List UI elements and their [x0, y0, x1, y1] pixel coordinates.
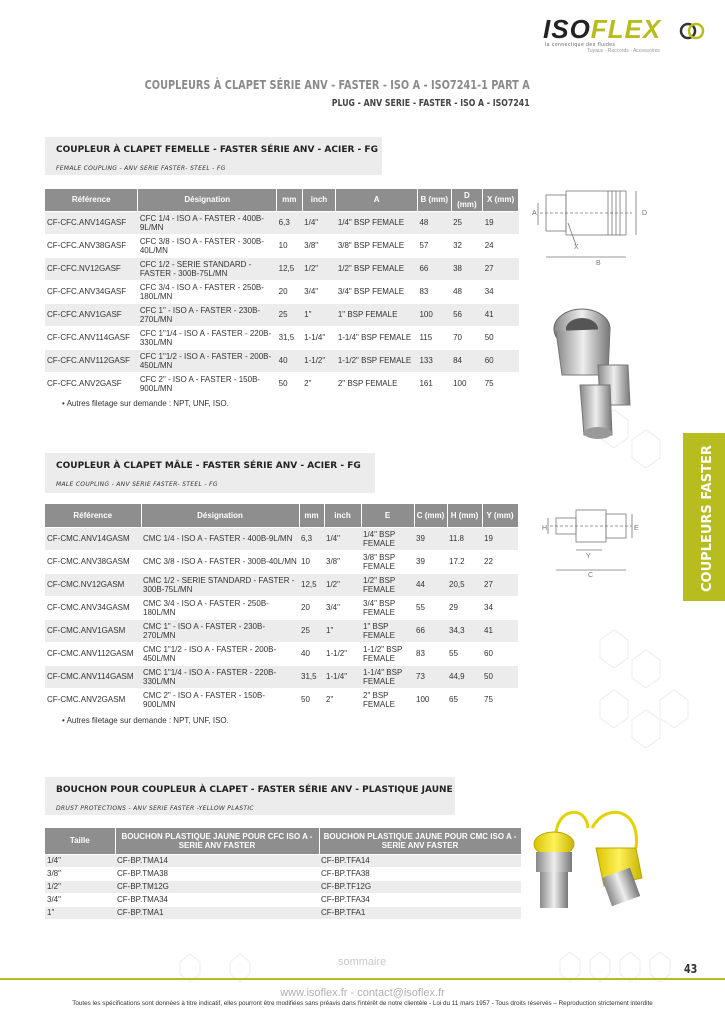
cell-inch: 1-1/4" [302, 326, 336, 349]
cell-b: 57 [417, 234, 451, 257]
cell-d: 70 [451, 326, 483, 349]
table-row [45, 880, 521, 893]
cell-x: 75 [483, 372, 519, 395]
cell-d: 84 [451, 349, 483, 372]
dust-cap-table [45, 828, 522, 919]
cell-reference: CF-CMC.ANV112GASM [45, 642, 141, 665]
cell-reference: CF-CMC.ANV34GASM [45, 596, 141, 619]
cell-c: 39 [414, 527, 447, 550]
logo-wordmark [543, 16, 661, 42]
col-designation: Désignation [141, 504, 299, 527]
table-row [45, 642, 518, 665]
cell-cfc-cap: CF-BP.TMA1 [115, 906, 319, 919]
cell-c: 39 [414, 550, 447, 573]
cell-b: 100 [417, 303, 451, 326]
cell-a: 3/8" BSP FEMALE [336, 234, 418, 257]
female-coupling-table [45, 189, 519, 395]
sommaire-link[interactable]: sommaire [338, 956, 387, 968]
col-mm: mm [277, 189, 303, 211]
cell-mm: 25 [299, 619, 324, 642]
col-inch: inch [324, 504, 361, 527]
cell-reference: CF-CFC.ANV38GASF [45, 234, 138, 257]
col-designation: Désignation [138, 189, 277, 211]
cell-h: 34,3 [447, 619, 482, 642]
cell-designation: CMC 1/4 - ISO A - FASTER - 400B-9L/MN [141, 527, 299, 550]
cell-a: 1/4" BSP FEMALE [336, 211, 418, 234]
cell-reference: CF-CMC.ANV2GASM [45, 688, 141, 711]
cell-d: 32 [451, 234, 483, 257]
cell-inch: 1-1/4" [324, 665, 361, 688]
cell-inch: 2" [324, 688, 361, 711]
cell-inch: 3/8" [302, 234, 336, 257]
male-coupler-drawing-icon [540, 500, 640, 578]
cell-cmc-cap: CF-BP.TFA14 [319, 854, 521, 867]
cell-d: 48 [451, 280, 483, 303]
table-row [45, 688, 518, 711]
cell-designation: CFC 1"1/4 - ISO A - FASTER - 220B-330L/MN [138, 326, 277, 349]
cell-mm: 6,3 [299, 527, 324, 550]
col-x: X (mm) [483, 189, 519, 211]
col-mm: mm [299, 504, 324, 527]
cell-x: 24 [483, 234, 519, 257]
section-subtitle: DRUST PROTECTIONS - ANV SERIE FASTER -YELLOW PLASTIC [56, 805, 254, 812]
cell-cmc-cap: CF-BP.TFA34 [319, 893, 521, 906]
cell-b: 66 [417, 257, 451, 280]
cell-c: 66 [414, 619, 447, 642]
table-row [45, 257, 519, 280]
cell-y: 27 [482, 573, 518, 596]
cell-designation: CMC 1" - ISO A - FASTER - 230B-270L/MN [141, 619, 299, 642]
cell-designation: CMC 1"1/4 - ISO A - FASTER - 220B-330L/MN [141, 665, 299, 688]
cell-b: 161 [417, 372, 451, 395]
svg-text:B: B [596, 260, 601, 265]
cell-b: 83 [417, 280, 451, 303]
cell-x: 60 [483, 349, 519, 372]
col-h: H (mm) [447, 504, 482, 527]
cell-y: 50 [482, 665, 518, 688]
table-row [45, 372, 519, 395]
section-title: COUPLEUR À CLAPET FEMELLE - FASTER SÉRIE ANV - ACIER - FG [56, 145, 378, 155]
cell-h: 11.8 [447, 527, 482, 550]
cell-cfc-cap: CF-BP.TMA14 [115, 854, 319, 867]
table-row [45, 527, 518, 550]
cell-h: 20,5 [447, 573, 482, 596]
cell-designation: CFC 1"1/2 - ISO A - FASTER - 200B-450L/MN [138, 349, 277, 372]
section-subtitle: MALE COUPLING - ANV SERIE FASTER- STEEL - FG [56, 481, 218, 488]
cell-cfc-cap: CF-BP.TMA38 [115, 867, 319, 880]
female-coupler-photo-icon [550, 305, 635, 440]
website-contact[interactable]: www.isoflex.fr - contact@isoflex.fr [280, 987, 445, 999]
table-row [45, 234, 519, 257]
cell-designation: CMC 3/8 - ISO A - FASTER - 300B-40L/MN [141, 550, 299, 573]
cell-y: 60 [482, 642, 518, 665]
cell-c: 100 [414, 688, 447, 711]
yellow-dust-cap-photo-icon [526, 808, 656, 918]
thread-note: • Autres filetage sur demande : NPT, UNF, ISO. [62, 399, 229, 408]
cell-reference: CF-CMC.ANV14GASM [45, 527, 141, 550]
cell-designation: CFC 3/8 - ISO A - FASTER - 300B-40L/MN [138, 234, 277, 257]
cell-d: 100 [451, 372, 483, 395]
cell-reference: CF-CFC.ANV14GASF [45, 211, 138, 234]
cell-designation: CMC 1"1/2 - ISO A - FASTER - 200B-450L/MN [141, 642, 299, 665]
cell-inch: 1" [324, 619, 361, 642]
cell-c: 73 [414, 665, 447, 688]
cell-y: 41 [482, 619, 518, 642]
table-row [45, 906, 521, 919]
cell-reference: CF-CMC.NV12GASM [45, 573, 141, 596]
cell-x: 50 [483, 326, 519, 349]
cell-taille: 3/4" [45, 893, 115, 906]
cell-d: 25 [451, 211, 483, 234]
table-row [45, 893, 521, 906]
cell-b: 48 [417, 211, 451, 234]
cell-b: 115 [417, 326, 451, 349]
svg-text:Y: Y [586, 553, 591, 560]
col-cfc-cap: BOUCHON PLASTIQUE JAUNE POUR CFC ISO A - SERIE ANV FASTER [115, 828, 319, 854]
page-number: 43 [684, 962, 698, 976]
col-taille: Taille [45, 828, 115, 854]
cell-mm: 40 [299, 642, 324, 665]
cell-mm: 20 [299, 596, 324, 619]
col-b: B (mm) [417, 189, 451, 211]
footer-divider [0, 978, 725, 980]
cell-reference: CF-CMC.ANV114GASM [45, 665, 141, 688]
cell-x: 27 [483, 257, 519, 280]
cell-reference: CF-CFC.ANV114GASF [45, 326, 138, 349]
cell-reference: CF-CMC.ANV38GASM [45, 550, 141, 573]
col-inch: inch [302, 189, 336, 211]
cell-inch: 1/4" [324, 527, 361, 550]
cell-h: 17.2 [447, 550, 482, 573]
cell-designation: CMC 1/2 - SERIE STANDARD - FASTER - 300B-75L/MN [141, 573, 299, 596]
cell-d: 56 [451, 303, 483, 326]
cell-a: 1-1/2" BSP FEMALE [336, 349, 418, 372]
cell-y: 34 [482, 596, 518, 619]
cell-y: 22 [482, 550, 518, 573]
cell-e: 1-1/2" BSP FEMALE [361, 642, 414, 665]
svg-text:A: A [532, 210, 537, 217]
cell-x: 34 [483, 280, 519, 303]
female-coupler-drawing-icon [532, 185, 657, 265]
cell-designation: CFC 3/4 - ISO A - FASTER - 250B-180L/MN [138, 280, 277, 303]
table-row [45, 619, 518, 642]
logo-tagline: la connectique des fluides [545, 42, 616, 48]
cell-x: 41 [483, 303, 519, 326]
cell-a: 1" BSP FEMALE [336, 303, 418, 326]
table-row [45, 326, 519, 349]
cell-e: 2" BSP FEMALE [361, 688, 414, 711]
logo-part2: FLEX [590, 14, 662, 44]
cell-mm: 20 [277, 280, 303, 303]
cell-a: 2" BSP FEMALE [336, 372, 418, 395]
svg-text:X: X [574, 244, 579, 251]
col-reference: Référence [45, 189, 138, 211]
cell-y: 75 [482, 688, 518, 711]
cell-cmc-cap: CF-BP.TFA1 [319, 906, 521, 919]
cell-designation: CFC 2" - ISO A - FASTER - 150B-900L/MN [138, 372, 277, 395]
cell-cfc-cap: CF-BP.TM12G [115, 880, 319, 893]
cell-reference: CF-CFC.ANV1GASF [45, 303, 138, 326]
cell-mm: 50 [277, 372, 303, 395]
cell-taille: 1/4" [45, 854, 115, 867]
cell-e: 3/8" BSP FEMALE [361, 550, 414, 573]
cell-taille: 3/8" [45, 867, 115, 880]
table-row [45, 867, 521, 880]
cell-h: 65 [447, 688, 482, 711]
logo-tagline2: Tuyaux - Raccords - Accessoires [587, 48, 660, 54]
cell-reference: CF-CFC.ANV2GASF [45, 372, 138, 395]
section-female-coupling-header [45, 137, 382, 175]
svg-text:H: H [542, 525, 548, 532]
col-reference: Référence [45, 504, 141, 527]
cell-inch: 2" [302, 372, 336, 395]
cell-e: 1/2" BSP FEMALE [361, 573, 414, 596]
cell-e: 1/4" BSP FEMALE [361, 527, 414, 550]
cell-mm: 6,3 [277, 211, 303, 234]
legal-notice: Toutes les spécifications sont données à titre indicatif, elles pourront être modifiées sans préavis dans l'intérêt de notre clientèle - Loi du 11 mars 1957 - Tous droits réservés – Reproduction strictement interdite [72, 1000, 653, 1007]
cell-mm: 40 [277, 349, 303, 372]
svg-text:E: E [634, 525, 639, 532]
cell-inch: 1/2" [302, 257, 336, 280]
cell-cmc-cap: CF-BP.TFA38 [319, 867, 521, 880]
cell-designation: CFC 1" - ISO A - FASTER - 230B-270L/MN [138, 303, 277, 326]
table-row [45, 573, 518, 596]
section-male-coupling-header [45, 453, 375, 493]
cell-inch: 3/4" [324, 596, 361, 619]
cell-designation: CMC 2" - ISO A - FASTER - 150B-900L/MN [141, 688, 299, 711]
cell-b: 133 [417, 349, 451, 372]
cell-mm: 12,5 [277, 257, 303, 280]
cell-inch: 1-1/2" [324, 642, 361, 665]
cell-mm: 50 [299, 688, 324, 711]
cell-e: 1-1/4" BSP FEMALE [361, 665, 414, 688]
isoflex-logo [543, 14, 708, 54]
cell-mm: 12,5 [299, 573, 324, 596]
cell-mm: 10 [277, 234, 303, 257]
table-row [45, 550, 518, 573]
cell-inch: 1/4" [302, 211, 336, 234]
table-row [45, 596, 518, 619]
cell-a: 1-1/4" BSP FEMALE [336, 326, 418, 349]
cell-reference: CF-CFC.NV12GASF [45, 257, 138, 280]
cell-c: 44 [414, 573, 447, 596]
col-a: A [336, 189, 418, 211]
cell-mm: 31,5 [277, 326, 303, 349]
cell-c: 55 [414, 596, 447, 619]
cell-taille: 1" [45, 906, 115, 919]
cell-x: 19 [483, 211, 519, 234]
isoflex-knot-logo-icon [679, 18, 705, 44]
cell-h: 44,9 [447, 665, 482, 688]
cell-c: 83 [414, 642, 447, 665]
cell-d: 38 [451, 257, 483, 280]
table-row [45, 280, 519, 303]
col-c: C (mm) [414, 504, 447, 527]
table-row [45, 211, 519, 234]
section-title: BOUCHON POUR COUPLEUR À CLAPET - FASTER SÉRIE ANV - PLASTIQUE JAUNE [56, 785, 453, 795]
cell-inch: 3/8" [324, 550, 361, 573]
section-dust-cap-header [45, 777, 455, 815]
cell-designation: CFC 1/2 - SERIE STANDARD - FASTER - 300B-75L/MN [138, 257, 277, 280]
cell-inch: 1/2" [324, 573, 361, 596]
cell-e: 1" BSP FEMALE [361, 619, 414, 642]
cell-inch: 1-1/2" [302, 349, 336, 372]
thread-note: • Autres filetage sur demande : NPT, UNF, ISO. [62, 716, 229, 725]
cell-designation: CFC 1/4 - ISO A - FASTER - 400B-9L/MN [138, 211, 277, 234]
cell-mm: 10 [299, 550, 324, 573]
cell-cfc-cap: CF-BP.TMA34 [115, 893, 319, 906]
table-row [45, 854, 521, 867]
svg-text:C: C [588, 572, 594, 578]
svg-text:D: D [642, 210, 648, 217]
col-y: Y (mm) [482, 504, 518, 527]
side-tab-label: COUPLEURS FASTER [700, 445, 715, 592]
page-title: COUPLEURS À CLAPET SÉRIE ANV - FASTER - ISO A - ISO7241-1 PART A [144, 77, 530, 92]
cell-reference: CF-CFC.ANV34GASF [45, 280, 138, 303]
cell-inch: 1" [302, 303, 336, 326]
section-subtitle: FEMALE COUPLING - ANV SERIE FASTER- STEEL - FG [56, 165, 226, 172]
cell-a: 3/4" BSP FEMALE [336, 280, 418, 303]
table-row [45, 665, 518, 688]
table-row [45, 349, 519, 372]
cell-mm: 31,5 [299, 665, 324, 688]
section-title: COUPLEUR À CLAPET MÂLE - FASTER SÉRIE ANV - ACIER - FG [56, 461, 361, 471]
cell-mm: 25 [277, 303, 303, 326]
logo-part1: ISO [543, 14, 591, 44]
cell-inch: 3/4" [302, 280, 336, 303]
cell-a: 1/2" BSP FEMALE [336, 257, 418, 280]
cell-h: 55 [447, 642, 482, 665]
col-cmc-cap: BOUCHON PLASTIQUE JAUNE POUR CMC ISO A - SERIE ANV FASTER [319, 828, 521, 854]
col-e: E [361, 504, 414, 527]
cell-cmc-cap: CF-BP.TF12G [319, 880, 521, 893]
cell-reference: CF-CFC.ANV112GASF [45, 349, 138, 372]
male-coupling-table [45, 504, 519, 711]
table-row [45, 303, 519, 326]
cell-y: 19 [482, 527, 518, 550]
col-d: D (mm) [451, 189, 483, 211]
cell-taille: 1/2" [45, 880, 115, 893]
cell-designation: CMC 3/4 - ISO A - FASTER - 250B-180L/MN [141, 596, 299, 619]
cell-reference: CF-CMC.ANV1GASM [45, 619, 141, 642]
cell-e: 3/4" BSP FEMALE [361, 596, 414, 619]
page-subtitle: PLUG - ANV SERIE - FASTER - ISO A - ISO7241 [332, 98, 530, 109]
cell-h: 29 [447, 596, 482, 619]
